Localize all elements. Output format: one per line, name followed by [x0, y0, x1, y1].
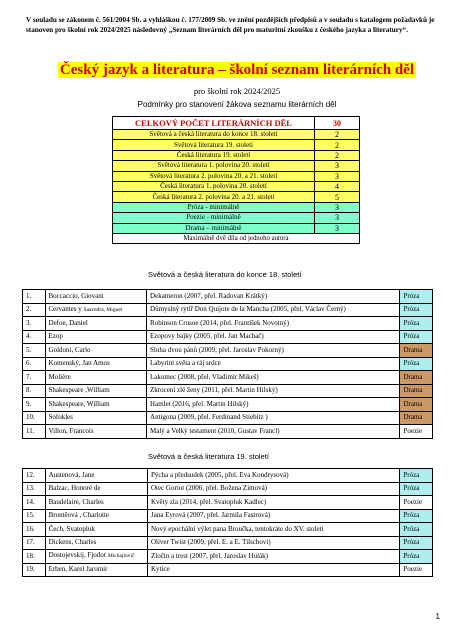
summary-row-value: 2 [315, 140, 360, 150]
row-number: 15. [23, 509, 46, 523]
work-title: Jana Eyrová (2007, přel. Jarmila Fastrová) [147, 509, 399, 523]
summary-row [113, 150, 360, 160]
section-heading-18c: Světová a česká literatura do konce 18. století [148, 270, 302, 279]
row-number: 19. [23, 563, 46, 577]
school-year: pro školní rok 2024/2025 [193, 86, 281, 96]
table-row [23, 550, 433, 564]
summary-row-label: Česká literatura 1. polovina 20. století [113, 181, 315, 191]
row-number: 10. [23, 411, 46, 425]
genre-cell: Drama [400, 398, 433, 412]
author-cell [45, 509, 147, 523]
work-title: Oliver Twist (2009, přel. E. a E. Tilschovi) [147, 536, 399, 550]
intro-paragraph: V souladu se zákonem č. 561/2004 Sb. a vyhláškou č. 177/2009 Sb. ve znění pozdějších předpisů a v souladu s katalogem požadavků je stanoven pro školní rok 2024/2025 následovný „Seznam literárních děl pro maturitní zkoušku z českého jazyka a literatury“. [26, 16, 435, 34]
genre-cell: Drama [400, 344, 433, 358]
author-name: Cervantes y [48, 304, 82, 313]
summary-row-value: 3 [315, 213, 360, 223]
summary-row-label: Světová a česká literatura do konce 18. století [113, 130, 315, 140]
genre-cell: Próza [400, 482, 433, 496]
author-name: Brontëová , Charlotte [48, 511, 110, 520]
section-heading-19c: Světová a česká literatura 19. století [148, 452, 269, 461]
summary-row [113, 213, 360, 223]
table-row [23, 523, 433, 537]
row-number: 11. [23, 425, 46, 439]
author-name: Dickens, Charles [48, 538, 97, 547]
summary-header-label: CELKOVÝ POČET LITERÁRNÍCH DĚL [113, 117, 315, 130]
row-number: 16. [23, 523, 46, 537]
table-row [23, 303, 433, 317]
table-row [23, 509, 433, 523]
summary-row [113, 130, 360, 140]
works-table-18c [22, 289, 433, 439]
summary-row [113, 223, 360, 233]
author-name: Shakespeare ,William [48, 386, 110, 395]
table-row [23, 469, 433, 483]
genre-cell: Drama [400, 371, 433, 385]
author-cell [45, 469, 147, 483]
summary-row-value: 3 [315, 202, 360, 212]
summary-row-value: 2 [315, 130, 360, 140]
summary-table [112, 116, 360, 244]
row-number: 12. [23, 469, 46, 483]
work-title: Labyrint světa a ráj srdce [147, 357, 400, 371]
work-title: Květy zla (2014, přel. Svatopluk Kadlec) [147, 496, 399, 510]
table-row [23, 496, 433, 510]
author-cell [45, 523, 147, 537]
work-title: Nový epochální výlet pana Broučka, tentokráte do XV. století [147, 523, 399, 537]
summary-row-label: Poezie - minimálně [113, 213, 315, 223]
row-number: 1. [23, 290, 46, 304]
summary-row [113, 202, 360, 212]
row-number: 17. [23, 536, 46, 550]
genre-cell: Próza [400, 536, 433, 550]
table-row [23, 357, 433, 371]
work-title: Ezopovy bajky (2005, přel. Jan Machač) [147, 330, 400, 344]
work-title: Hamlet (2016, přel. Martin Hilský) [147, 398, 400, 412]
author-cell [45, 344, 147, 358]
summary-row-label: Světová literatura 19. století [113, 140, 315, 150]
table-row [23, 482, 433, 496]
author-name: Goldoni, Carlo [48, 345, 91, 354]
work-title: Zločin a trest (2007, přel. Jaroslav Hulák) [147, 550, 399, 564]
author-cell [45, 411, 147, 425]
genre-cell: Próza [400, 330, 433, 344]
table-row [23, 536, 433, 550]
author-name: Baudelaire, Charles [48, 497, 104, 506]
genre-cell: Próza [400, 357, 433, 371]
author-cell [45, 317, 147, 331]
work-title: Otec Goriot (2006, přel. Božena Zimová) [147, 482, 399, 496]
author-name: Shakespeare, William [48, 399, 110, 408]
table-row [23, 411, 433, 425]
author-name: Sofokles [48, 413, 74, 422]
table-row [23, 398, 433, 412]
work-title: Kytice [147, 563, 399, 577]
table-row [23, 371, 433, 385]
work-title: Důmyslný rytíř Don Quijote de la Mancha (2005, přel. Václav Černý) [147, 303, 400, 317]
summary-row-label: Světová literatura 1. polovina 20. století [113, 161, 315, 171]
row-number: 2. [23, 303, 46, 317]
summary-row [113, 181, 360, 191]
document-title-text: Český jazyk a literatura – školní seznam literárních děl [59, 62, 415, 78]
author-cell [45, 536, 147, 550]
summary-row-label: Světová literatura 2. polovina 20. a 21. století [113, 171, 315, 181]
summary-row-label: Česká literatura 19. století [113, 150, 315, 160]
summary-row-label: Drama – minimálně [113, 223, 315, 233]
genre-cell: Drama [400, 411, 433, 425]
row-number: 18. [23, 550, 46, 564]
author-name: Villon, Francois [48, 426, 94, 435]
row-number: 13. [23, 482, 46, 496]
genre-cell: Drama [400, 384, 433, 398]
row-number: 14. [23, 496, 46, 510]
summary-row-value: 2 [315, 150, 360, 160]
summary-header-row [113, 117, 360, 130]
page-number: 1 [435, 612, 440, 621]
table-row [23, 330, 433, 344]
table-row [23, 344, 433, 358]
author-name: Boccaccio, Giovani [48, 291, 104, 300]
summary-row [113, 192, 360, 202]
summary-row-value: 3 [315, 161, 360, 171]
author-cell [45, 398, 147, 412]
author-cell [45, 496, 147, 510]
author-cell [45, 482, 147, 496]
summary-row-label: Česká literatura 2. polovina 20. a 21. století [113, 192, 315, 202]
genre-cell: Próza [400, 550, 433, 564]
author-name: Balzac, Honoré de [48, 484, 101, 493]
author-cell [45, 550, 147, 564]
genre-cell: Próza [400, 303, 433, 317]
table-row [23, 290, 433, 304]
author-name: Komenský, Jan Amos [48, 359, 110, 368]
genre-cell: Poezie [400, 496, 433, 510]
row-number: 9. [23, 398, 46, 412]
summary-footer: Maximálně dvě díla od jednoho autora [113, 233, 360, 243]
table-row [23, 384, 433, 398]
author-name: Dostojevskij, Fjodor [48, 551, 107, 560]
work-title: Sluha dvou pánů (2009, přel. Jaroslav Pokorný) [147, 344, 400, 358]
author-name-extra: Michajlovič [107, 553, 135, 560]
summary-row [113, 140, 360, 150]
summary-row-value: 4 [315, 181, 360, 191]
author-cell [45, 384, 147, 398]
author-cell [45, 371, 147, 385]
author-name: Čech, Svatopluk [48, 524, 95, 533]
genre-cell: Poezie [400, 425, 433, 439]
work-title: Pýcha a předsudek (2005, přel. Eva Kondrysová) [147, 469, 399, 483]
genre-cell: Próza [400, 469, 433, 483]
row-number: 7. [23, 371, 46, 385]
summary-row-value: 5 [315, 192, 360, 202]
genre-cell: Poezie [400, 563, 433, 577]
row-number: 4. [23, 330, 46, 344]
author-cell [45, 290, 147, 304]
author-cell [45, 563, 147, 577]
work-title: Malý a Velký testament (2010, Gustav Francl) [147, 425, 400, 439]
table-row [23, 317, 433, 331]
summary-row-value: 3 [315, 171, 360, 181]
author-cell [45, 303, 147, 317]
author-name: Molière [48, 372, 71, 381]
genre-cell: Próza [400, 317, 433, 331]
summary-row-label: Próza - minimálně [113, 202, 315, 212]
conditions-heading: Podmínky pro stanovení žákova seznamu literárních děl [137, 100, 337, 109]
author-cell [45, 330, 147, 344]
summary-header-value: 30 [315, 117, 360, 130]
table-row [23, 425, 433, 439]
table-row [23, 563, 433, 577]
work-title: Dekameron (2007, přel. Radovan Krátký) [147, 290, 400, 304]
author-cell [45, 425, 147, 439]
author-name: Austenová, Jane [48, 470, 95, 479]
summary-row [113, 171, 360, 181]
work-title: Antigona (2009, přel. Ferdinand Stiebitz ) [147, 411, 400, 425]
row-number: 3. [23, 317, 46, 331]
work-title: Zkrocení zlé ženy (2011, přel. Martin Hilský) [147, 384, 400, 398]
author-name: Erben, Karel Jaromír [48, 565, 108, 574]
author-cell [45, 357, 147, 371]
genre-cell: Próza [400, 509, 433, 523]
document-title [0, 62, 474, 79]
genre-cell: Próza [400, 523, 433, 537]
author-name: Defoe, Daniel [48, 318, 88, 327]
row-number: 8. [23, 384, 46, 398]
summary-row [113, 161, 360, 171]
row-number: 5. [23, 344, 46, 358]
work-title: Lakomec (2008, přel. Vladimír Mikeš) [147, 371, 400, 385]
works-table-19c [22, 468, 433, 577]
author-name: Ezop [48, 332, 63, 341]
genre-cell: Próza [400, 290, 433, 304]
work-title: Robinson Crusoe (2014, přel. František Novotný) [147, 317, 400, 331]
author-name-extra: Saavedra, Miguel [83, 306, 123, 313]
summary-footer-row [113, 233, 360, 243]
row-number: 6. [23, 357, 46, 371]
summary-row-value: 3 [315, 223, 360, 233]
